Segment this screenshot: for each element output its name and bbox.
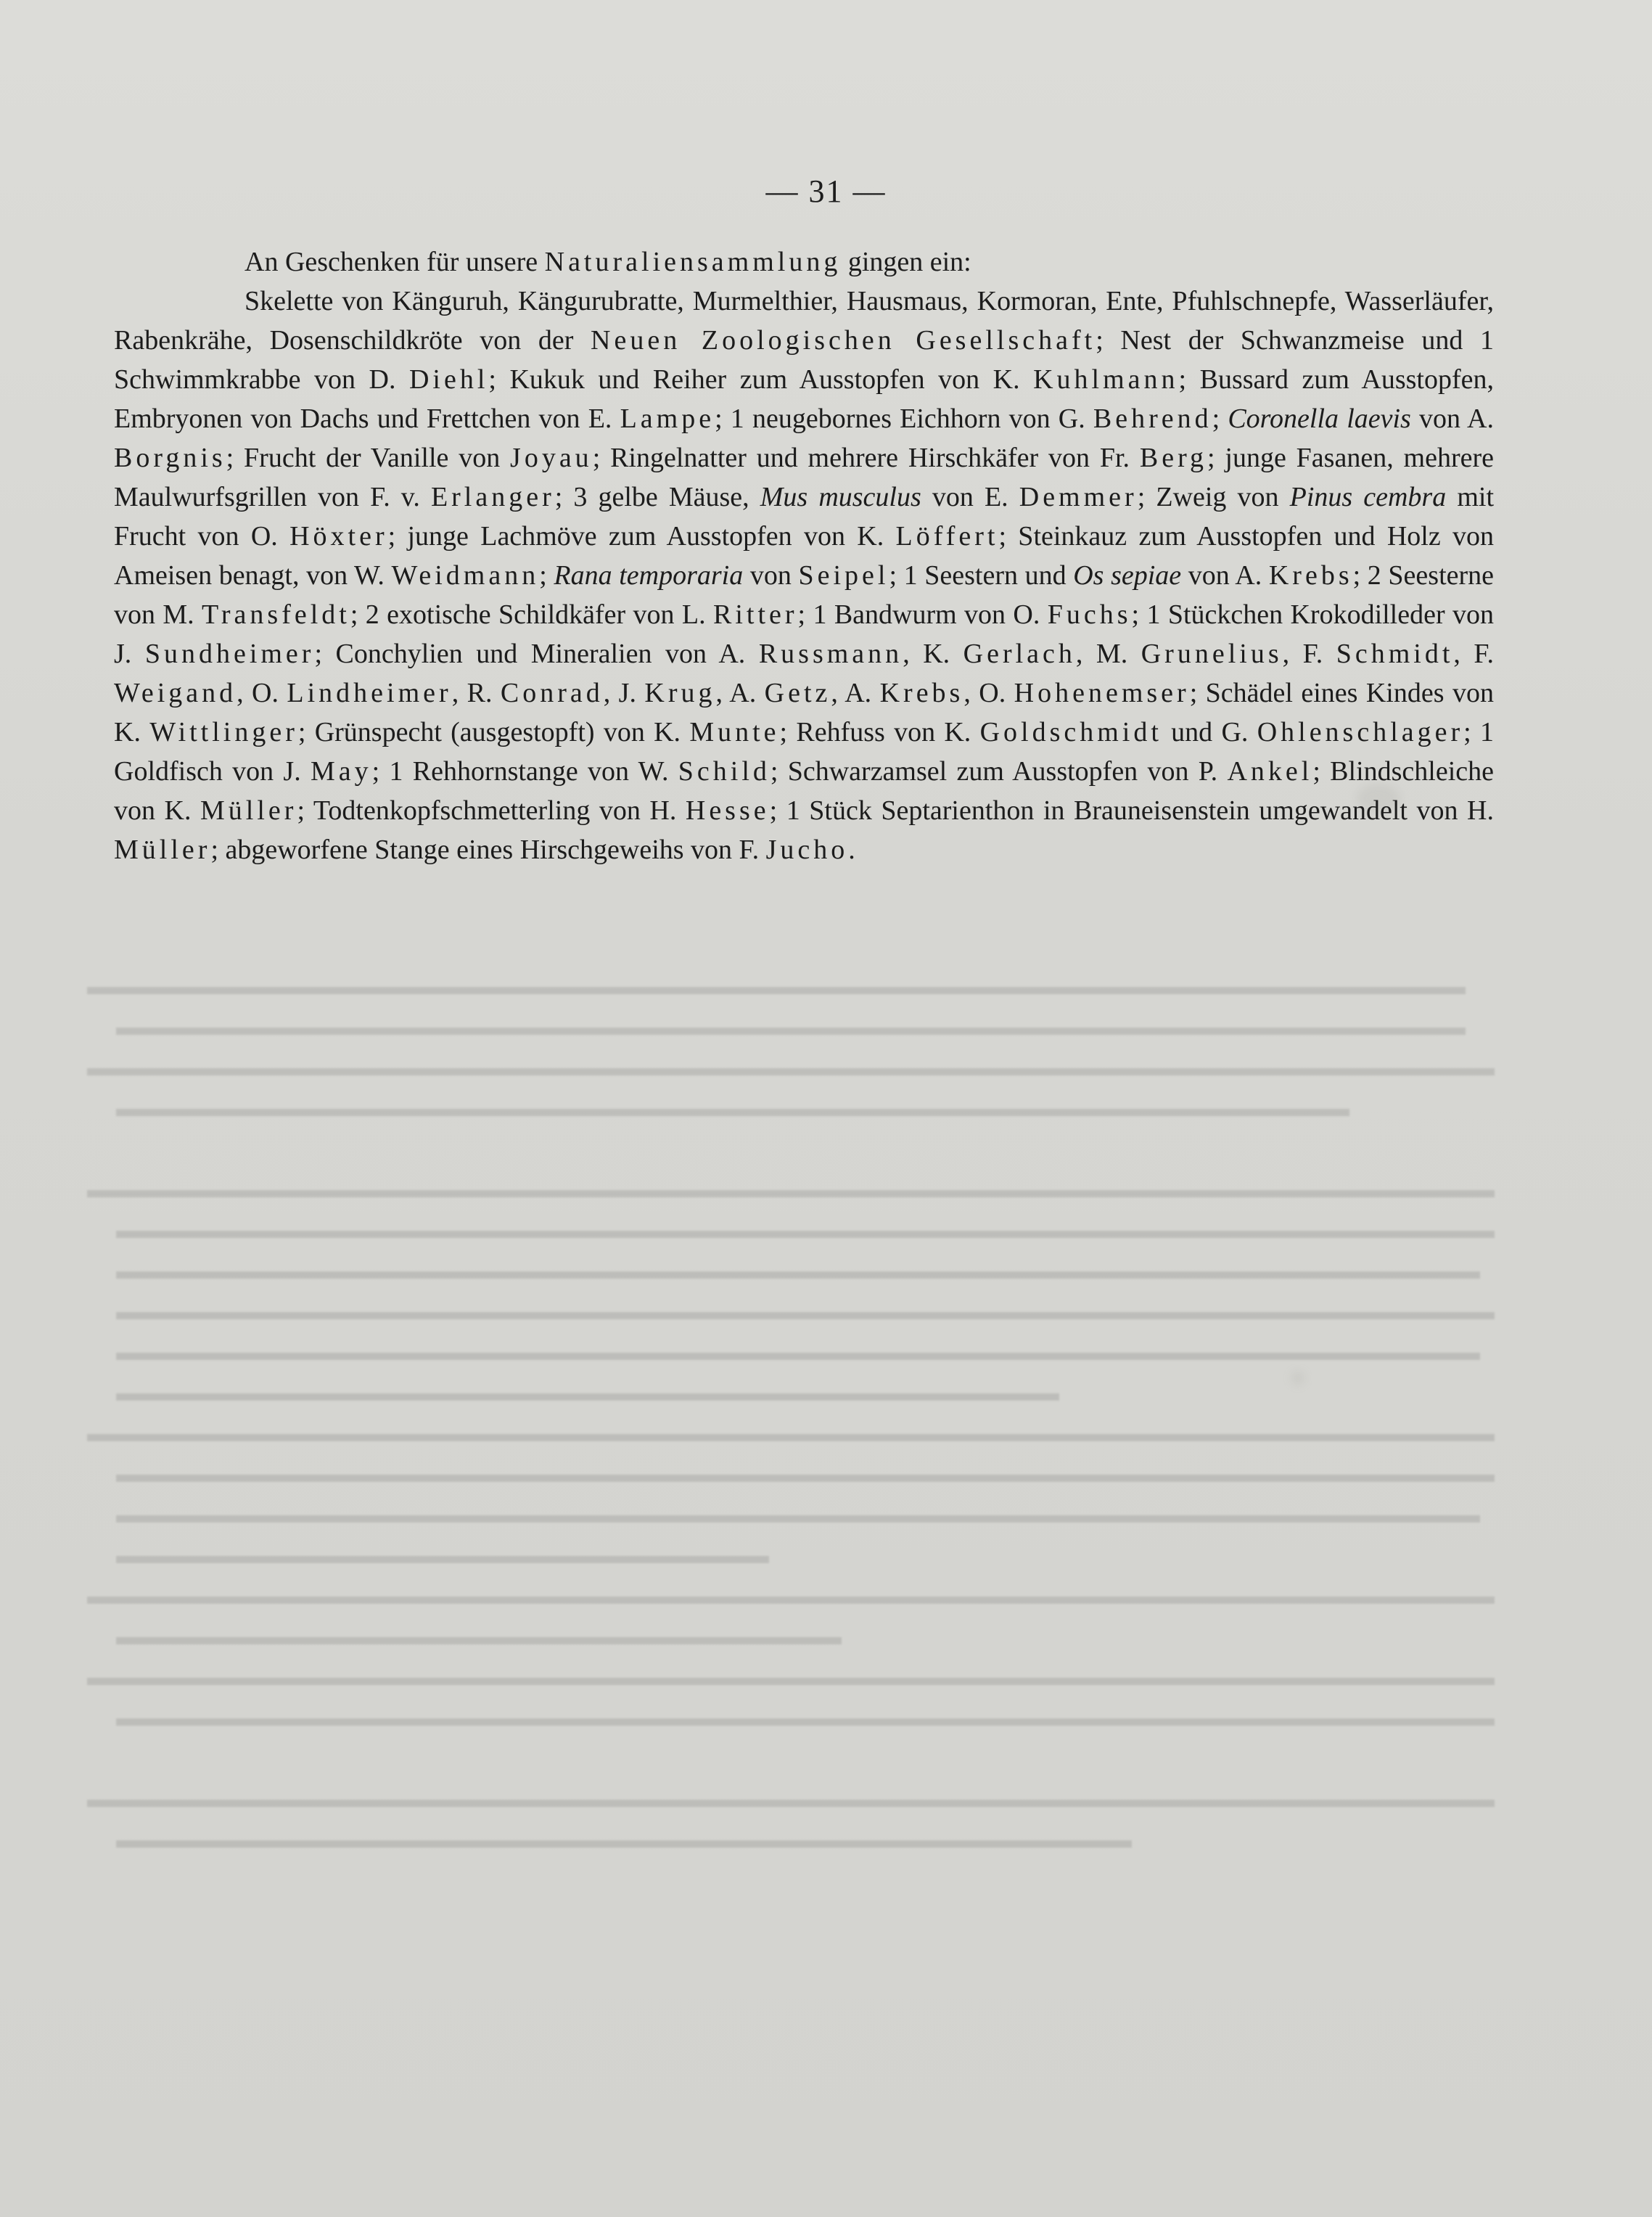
ghost-line [116, 1028, 1466, 1035]
text-run: ; [539, 560, 554, 591]
ghost-line [116, 1109, 1349, 1116]
text-run: von A. [1410, 403, 1494, 434]
ghost-line [116, 1718, 1495, 1726]
text-run: ; Conchylien und Mineralien von A. [314, 639, 759, 669]
text-run: ; Schädel eines Kindes von K. [114, 678, 1494, 747]
donor-name: Getz [764, 678, 831, 708]
donor-name: Fuchs [1047, 599, 1132, 630]
donor-name: Lampe [620, 403, 715, 434]
donor-name: Kuhlmann [1033, 364, 1179, 395]
text-run: , J. [603, 678, 645, 708]
donor-name: Jucho [765, 835, 849, 865]
intro-collection-name: Naturaliensammlung [544, 247, 842, 277]
text-run: ; 3 gelbe Mäuse, [554, 482, 760, 512]
donor-name: Müller [200, 795, 297, 826]
text-run: , O. [963, 678, 1014, 708]
donor-name: Sundheimer [144, 639, 315, 669]
ghost-line [116, 1637, 842, 1644]
species-name: Mus musculus [760, 482, 921, 512]
text-run: ; Rehfuss von K. [779, 717, 980, 747]
text-run: und G. [1162, 717, 1257, 747]
text-run: ; Blindschleiche von K. [114, 756, 1494, 826]
text-run: ; Schwarzamsel zum Ausstopfen von P. [770, 756, 1228, 787]
species-name: Coronella laevis [1228, 403, 1411, 434]
donor-name: Höxter [289, 521, 388, 552]
species-name: Rana temporaria [554, 560, 744, 591]
donor-name: Löffert [895, 521, 999, 552]
ghost-line [116, 1353, 1480, 1360]
text-run: ; Bussard zum Ausstopfen, Embryonen von Dachs und Frettchen von E. [114, 364, 1494, 434]
donor-name: Krebs [1268, 560, 1353, 591]
text-run: , O. [237, 678, 287, 708]
text-run: , A. [831, 678, 880, 708]
text-run: ; 1 Seestern und [889, 560, 1074, 591]
text-run: , K. [903, 639, 963, 669]
text-run: ; junge Lachmöve zum Ausstopfen von K. [387, 521, 896, 552]
ghost-line [116, 1475, 1495, 1482]
species-name: Os sepiae [1073, 560, 1182, 591]
page-number: — 31 — [765, 173, 887, 209]
text-run: ; Kukuk und Reiher zum Ausstopfen von K. [488, 364, 1034, 395]
text-run: ; 1 Stückchen Krokodilleder von J. [114, 599, 1494, 669]
donor-name: Demmer [1019, 482, 1138, 512]
donations-list-paragraph [114, 282, 1494, 869]
text-run: ; 2 Seesterne von M. [114, 560, 1495, 630]
show-through-lines [87, 980, 1502, 1996]
donations-section [114, 242, 1494, 869]
intro-suffix: gingen ein: [841, 247, 971, 277]
donor-name: May [311, 756, 372, 787]
text-run: mit Frucht von O. [114, 482, 1494, 552]
text-run: , A. [715, 678, 765, 708]
text-run: ; junge Fasanen, mehrere Maulwurfsgrillen von F. v. [114, 443, 1494, 512]
text-run: von [743, 560, 799, 591]
ghost-line [116, 1515, 1480, 1523]
text-run: ; 1 neugebornes Eichhorn von G. [715, 403, 1093, 434]
ghost-line [116, 1393, 1059, 1401]
text-run: . [848, 835, 855, 865]
text-run: ; 1 Goldfisch von J. [114, 717, 1494, 787]
donor-name: Neuen Zoologischen Gesellschaft [591, 325, 1096, 356]
donor-name: Ankel [1227, 756, 1313, 787]
text-run: ; Todtenkopfschmetterling von H. [297, 795, 686, 826]
donor-name: Borgnis [114, 443, 226, 473]
ghost-line [87, 1597, 1495, 1604]
donor-name: Ohlenschlager [1257, 717, 1464, 747]
ghost-line [116, 1556, 769, 1563]
text-run: ; Nest der Schwanzmeise und 1 Schwimmkrabbe von D. [114, 325, 1494, 395]
donor-name: Schmidt [1336, 639, 1454, 669]
donor-name: Schild [678, 756, 770, 787]
text-run: ; [1212, 403, 1228, 434]
donor-name: Krug [644, 678, 716, 708]
donor-name: Wittlinger [149, 717, 298, 747]
ghost-line [87, 1434, 1495, 1441]
text-run: von A. [1181, 560, 1269, 591]
show-through-texture [87, 980, 1502, 2009]
text-run: , M. [1075, 639, 1141, 669]
ghost-line [116, 1231, 1495, 1238]
text-run: , F. [1282, 639, 1336, 669]
paper-stain [1291, 1372, 1304, 1385]
text-run: ; Zweig von [1137, 482, 1290, 512]
text-run: ; abgeworfene Stange eines Hirschgeweihs von F. [210, 835, 766, 865]
donor-name: Weigand [114, 678, 237, 708]
ghost-line [87, 987, 1466, 994]
ghost-line [116, 1840, 1132, 1848]
donor-name: Transfeldt [202, 599, 350, 630]
ghost-line [87, 1800, 1495, 1807]
donor-name: Hohenemser [1014, 678, 1190, 708]
ghost-line [116, 1271, 1480, 1279]
text-run: ; Steinkauz zum Ausstopfen und Holz von Ameisen benagt, von W. [114, 521, 1494, 591]
text-run: , R. [451, 678, 501, 708]
text-run: Skelette von Känguruh, Kängurubratte, Murmelthier, Hausmaus, Kormoran, Ente, Pfuhlschnepfe, Wasserläufer, Rabenkrähe, Dosenschildkröte von der [114, 286, 1494, 356]
donor-name: Seipel [798, 560, 889, 591]
donor-name: Hesse [685, 795, 770, 826]
donor-name: Munte [689, 717, 780, 747]
donor-name: Gerlach [963, 639, 1076, 669]
text-run: ; 1 Bandwurm von O. [797, 599, 1048, 630]
ghost-line [87, 1190, 1495, 1197]
donor-name: Berg [1139, 443, 1208, 473]
donor-name: Müller [114, 835, 211, 865]
text-run: ; Grünspecht (ausgestopft) von K. [297, 717, 690, 747]
donor-name: Erlanger [430, 482, 555, 512]
donor-name: Grunelius [1141, 639, 1283, 669]
ghost-line [87, 1678, 1495, 1685]
donor-name: Conrad [500, 678, 604, 708]
section-intro [114, 242, 1494, 282]
text-run: ; 2 exotische Schildkäfer von L. [350, 599, 713, 630]
text-run: ; Frucht der Vanille von [226, 443, 511, 473]
text-run: ; 1 Stück Septarienthon in Brauneisenstein umgewandelt von H. [769, 795, 1495, 826]
text-run: ; Ringelnatter und mehrere Hirschkäfer von Fr. [592, 443, 1140, 473]
ghost-line [87, 1068, 1495, 1075]
ghost-line [116, 1312, 1495, 1319]
donor-name: Diehl [408, 364, 489, 395]
text-run: , F. [1453, 639, 1495, 669]
donor-name: Joyau [510, 443, 593, 473]
text-run: ; 1 Rehhornstange von W. [371, 756, 678, 787]
donor-name: Behrend [1093, 403, 1212, 434]
donor-name: Krebs [879, 678, 964, 708]
donor-name: Ritter [712, 599, 798, 630]
donor-name: Weidmann [391, 560, 540, 591]
text-run: von E. [921, 482, 1019, 512]
donor-name: Lindheimer [287, 678, 452, 708]
donor-name: Russmann [758, 639, 903, 669]
donor-name: Goldschmidt [979, 717, 1162, 747]
species-name: Pinus cembra [1289, 482, 1447, 512]
intro-prefix: An Geschenken für unsere [244, 247, 545, 277]
